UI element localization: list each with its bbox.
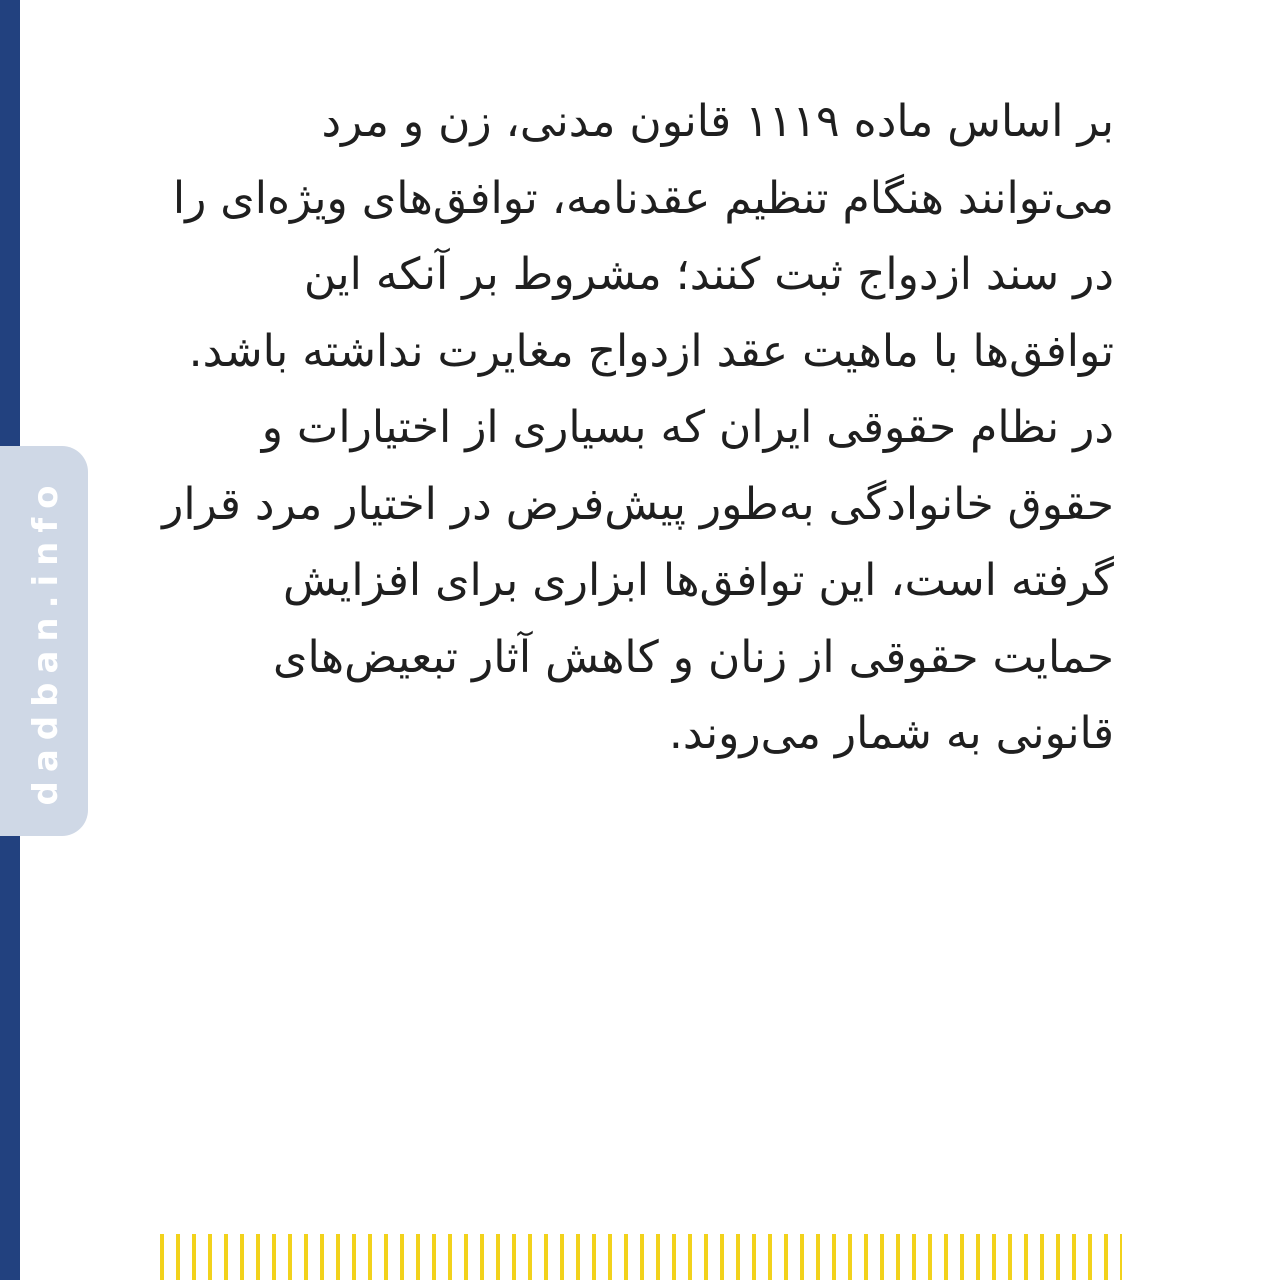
page-number: ۱ [23,876,69,902]
site-label: dadban.info [26,476,66,806]
decorative-stripes [160,1234,1122,1280]
article-paragraph: بر اساس ماده ۱۱۱۹ قانون مدنی، زن و مرد می‌توانند هنگام تنظیم عقدنامه، توافق‌های ویژه‌ای را در سند ازدواج ثبت کنند؛ مشروط بر آنکه این توافق‌ها با ماهیت عقد ازدواج مغایرت نداشته باشد. در نظام حقوقی ایران که بسیاری از اختیارات و حقوق خانوادگی به‌طور پیش‌فرض در اختیار مرد قرار گرفته است، این توافق‌ها ابزاری برای افزایش حمایت حقوقی از زنان و کاهش آثار تبعیض‌های قانونی به شمار می‌روند. [162,96,1114,759]
